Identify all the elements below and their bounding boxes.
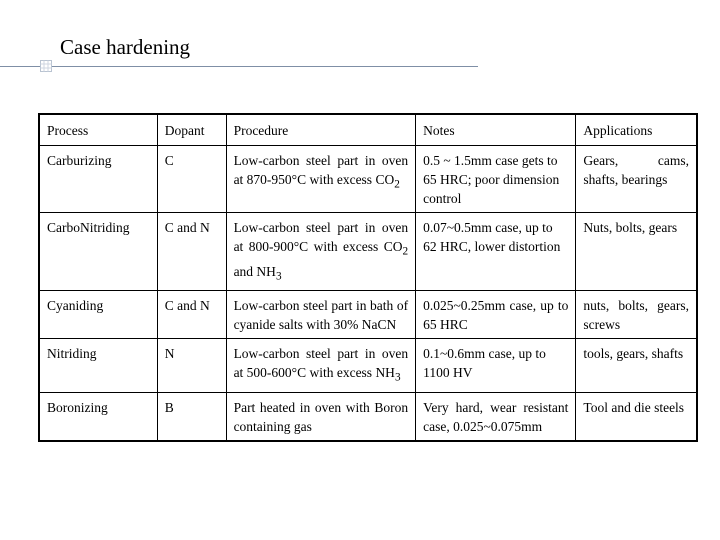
cell-procedure	[226, 213, 416, 291]
procedure-subscript: 3	[394, 372, 401, 385]
cell-dopant: C and N	[157, 213, 226, 291]
cell-applications: nuts, bolts, gears, screws	[576, 291, 697, 339]
slide-title: Case hardening	[60, 35, 191, 59]
header-procedure: Procedure	[226, 114, 416, 146]
cell-procedure	[226, 146, 416, 213]
divider-ornament-icon	[40, 60, 52, 72]
cell-procedure	[226, 339, 416, 393]
cell-dopant: B	[157, 393, 226, 442]
cell-process: CarboNitriding	[39, 213, 157, 291]
cell-procedure: Low-carbon steel part in bath of cyanide salts with 30% NaCN	[226, 291, 416, 339]
case-hardening-table	[38, 113, 698, 442]
cell-notes: Very hard, wear resistant case, 0.025~0.075mm	[416, 393, 576, 442]
header-dopant: Dopant	[157, 114, 226, 146]
procedure-text: Low-carbon steel part in oven at 800-900°C with excess CO	[233, 220, 409, 254]
table-row	[39, 393, 697, 442]
cell-dopant: N	[157, 339, 226, 393]
procedure-text: Low-carbon steel part in oven at 870-950°C with excess CO	[233, 153, 409, 187]
cell-process: Cyaniding	[39, 291, 157, 339]
header-notes: Notes	[416, 114, 576, 146]
header-applications: Applications	[576, 114, 697, 146]
cell-process: Nitriding	[39, 339, 157, 393]
cell-notes: 0.5 ~ 1.5mm case gets to 65 HRC; poor dimension control	[416, 146, 576, 213]
table-header-row	[39, 114, 697, 146]
table-row	[39, 213, 697, 291]
cell-applications: Tool and die steels	[576, 393, 697, 442]
table-row	[39, 339, 697, 393]
procedure-text: Low-carbon steel part in oven at 500-600°C with excess NH	[233, 346, 409, 381]
table-row	[39, 291, 697, 339]
cell-process: Boronizing	[39, 393, 157, 442]
header-process: Process	[39, 114, 157, 146]
cell-notes: 0.1~0.6mm case, up to 1100 HV	[416, 339, 576, 393]
procedure-subscript: 2	[394, 178, 400, 191]
cell-applications: Nuts, bolts, gears	[576, 213, 697, 291]
title-divider	[0, 66, 478, 67]
procedure-tail-text: and NH	[233, 263, 276, 279]
cell-notes: 0.07~0.5mm case, up to 62 HRC, lower distortion	[416, 213, 576, 291]
procedure-tail-subscript: 3	[275, 270, 282, 283]
procedure-subscript: 2	[402, 245, 409, 258]
cell-applications: tools, gears, shafts	[576, 339, 697, 393]
cell-applications: Gears, cams, shafts, bearings	[576, 146, 697, 213]
cell-notes: 0.025~0.25mm case, up to 65 HRC	[416, 291, 576, 339]
cell-dopant: C and N	[157, 291, 226, 339]
table-row	[39, 146, 697, 213]
cell-procedure: Part heated in oven with Boron containing gas	[226, 393, 416, 442]
cell-process: Carburizing	[39, 146, 157, 213]
cell-dopant: C	[157, 146, 226, 213]
